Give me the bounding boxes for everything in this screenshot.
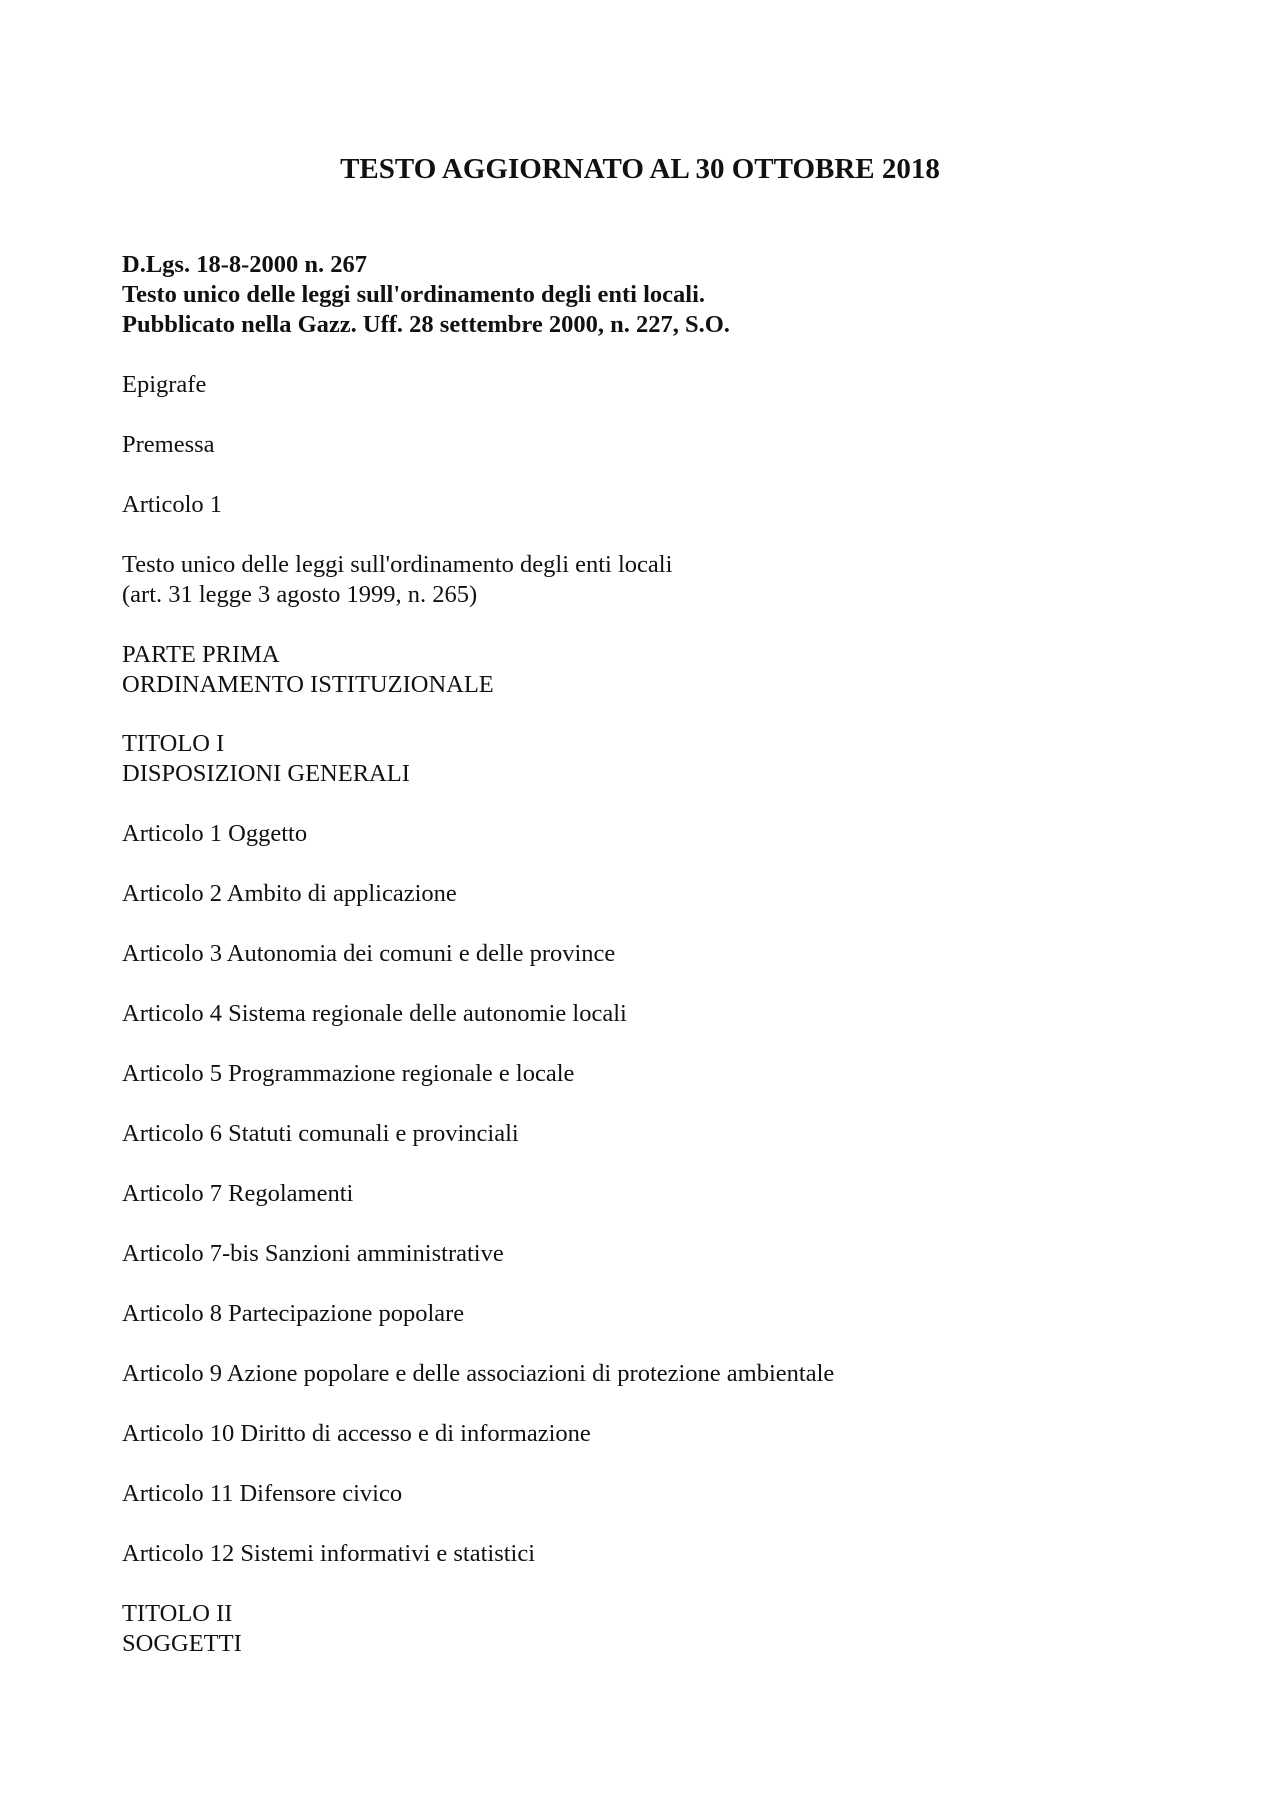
toc-titolo-1: TITOLO I [122, 730, 225, 757]
toc-titolo-2: TITOLO II [122, 1600, 233, 1627]
toc-articolo-1: Articolo 1 [122, 491, 223, 518]
toc-article-item: Articolo 10 Diritto di accesso e di informazione [122, 1420, 591, 1447]
toc-article-item: Articolo 9 Azione popolare e delle associazioni di protezione ambientale [122, 1360, 835, 1387]
toc-article-item: Articolo 12 Sistemi informativi e statistici [122, 1540, 536, 1567]
toc-article-item: Articolo 1 Oggetto [122, 820, 308, 847]
decree-reference: D.Lgs. 18-8-2000 n. 267 [122, 251, 368, 278]
toc-article-item: Articolo 11 Difensore civico [122, 1480, 403, 1507]
toc-article-item: Articolo 8 Partecipazione popolare [122, 1300, 465, 1327]
toc-titolo-2-title: SOGGETTI [122, 1630, 242, 1657]
toc-article-item: Articolo 2 Ambito di applicazione [122, 880, 457, 907]
toc-parte-prima: PARTE PRIMA [122, 641, 280, 668]
decree-subject: Testo unico delle leggi sull'ordinamento degli enti locali. [122, 281, 706, 308]
publication-info: Pubblicato nella Gazz. Uff. 28 settembre 2000, n. 227, S.O. [122, 311, 730, 338]
toc-article-item: Articolo 4 Sistema regionale delle autonomie locali [122, 1000, 627, 1027]
toc-testo-unico: Testo unico delle leggi sull'ordinamento degli enti locali [122, 551, 673, 578]
toc-parte-prima-title: ORDINAMENTO ISTITUZIONALE [122, 671, 494, 698]
toc-epigrafe: Epigrafe [122, 371, 207, 398]
toc-testo-unico-ref: (art. 31 legge 3 agosto 1999, n. 265) [122, 581, 478, 608]
toc-article-item: Articolo 3 Autonomia dei comuni e delle province [122, 940, 616, 967]
toc-article-item: Articolo 7-bis Sanzioni amministrative [122, 1240, 504, 1267]
toc-article-item: Articolo 5 Programmazione regionale e locale [122, 1060, 575, 1087]
page-title: TESTO AGGIORNATO AL 30 OTTOBRE 2018 [340, 153, 940, 185]
toc-premessa: Premessa [122, 431, 215, 458]
toc-article-item: Articolo 7 Regolamenti [122, 1180, 354, 1207]
toc-titolo-1-title: DISPOSIZIONI GENERALI [122, 760, 410, 787]
toc-article-item: Articolo 6 Statuti comunali e provinciali [122, 1120, 519, 1147]
